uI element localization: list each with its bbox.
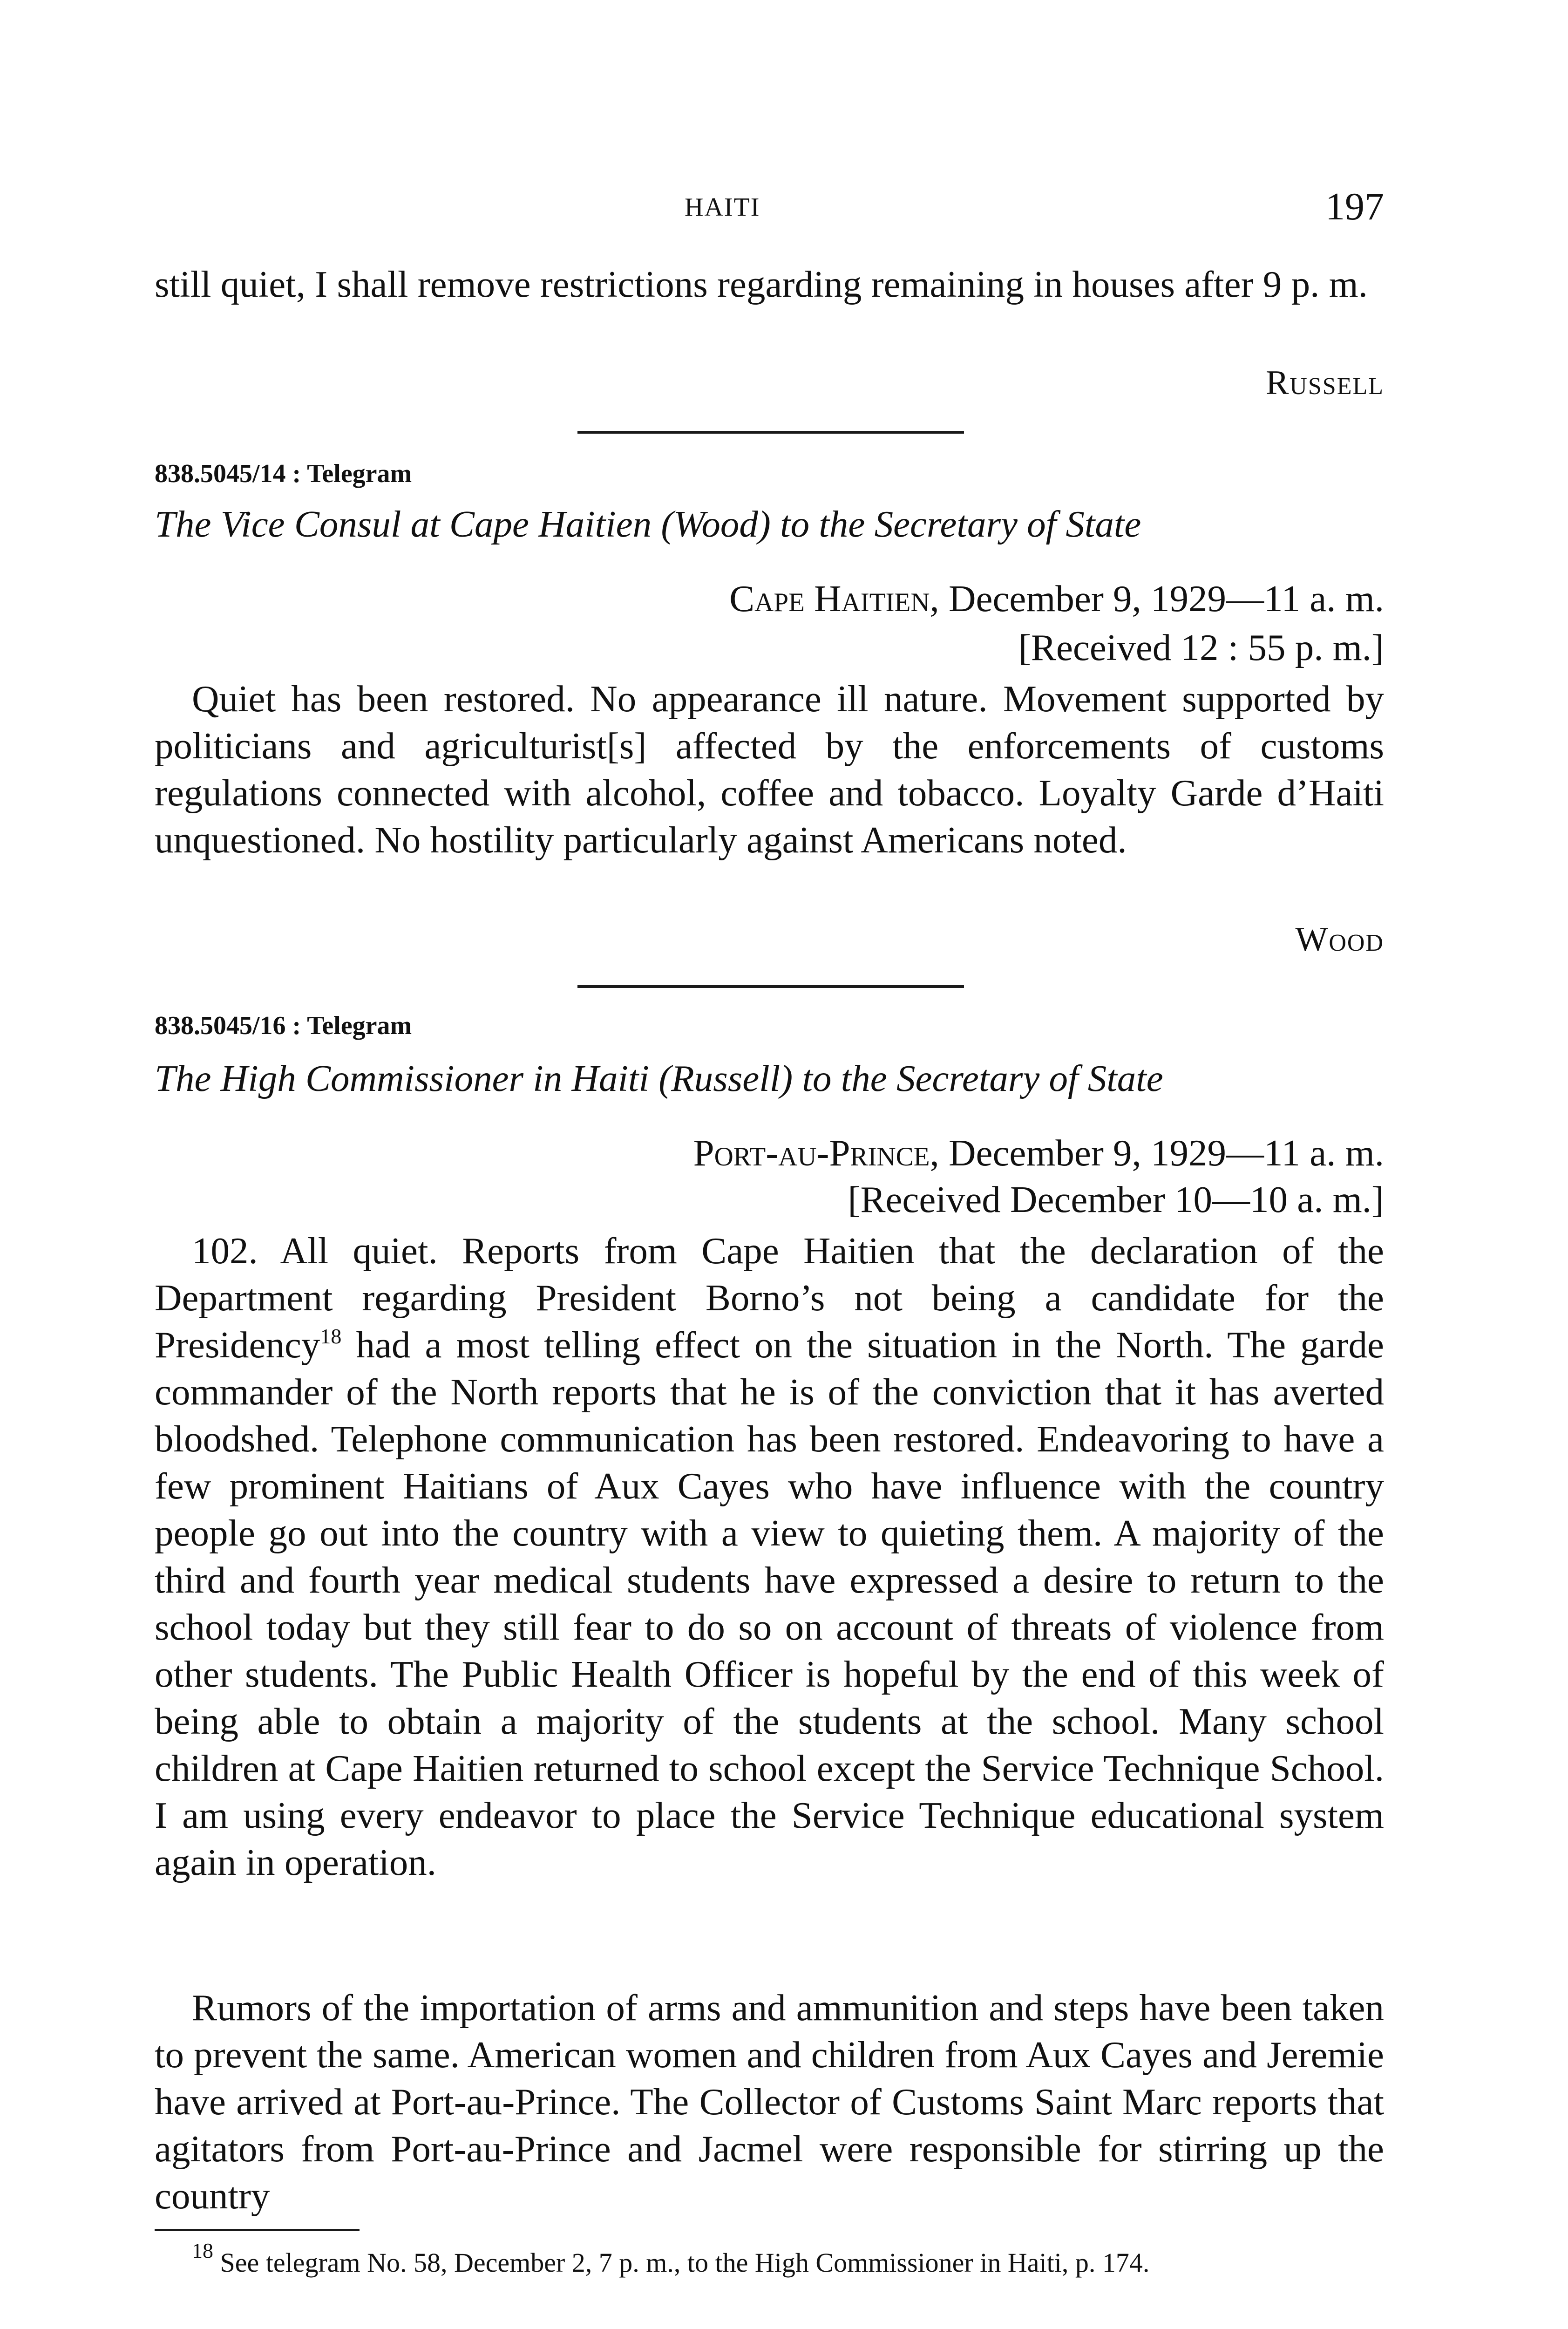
received-line: [Received December 10—10 a. m.]	[848, 1178, 1384, 1220]
document-heading: The Vice Consul at Cape Haitien (Wood) to the Secretary of State	[155, 503, 1141, 545]
place-date-line	[155, 575, 1384, 622]
file-reference: 838.5045/14 : Telegram	[155, 459, 412, 488]
paragraph-text: had a most telling effect on the situation in the North. The garde commander of the North reports that he is of the conviction that it has averted bloodshed. Telephone communication has been restored. Endeavoring to have a few prominent Haitians of Aux Cayes who have influence with the country people go out into the country with a view to quieting them. A majority of the third and fourth year medical students have expressed a desire to return to the school today but they still fear to do so on account of threats of violence from other students. The Public Health Officer is hopeful by the end of this week of being able to obtain a majority of the students at the school. Many school children at Cape Haitien returned to school except the Service Technique School. I am using every endeavor to place the Service Technique educational system again in operation.	[155, 1324, 1384, 1883]
footnote-divider	[155, 2229, 360, 2231]
date-time: , December 9, 1929—11 a. m.	[930, 1132, 1384, 1174]
footnote	[155, 2239, 1384, 2278]
place-name: Port-au-Prince	[693, 1132, 930, 1174]
section-divider	[577, 985, 964, 988]
running-title: HAITI	[685, 193, 760, 222]
received-line: [Received 12 : 55 p. m.]	[1018, 627, 1384, 668]
message-paragraph	[155, 1227, 1384, 1886]
place-date-line	[155, 1130, 1384, 1177]
continuation-paragraph: still quiet, I shall remove restrictions regarding remaining in houses after 9 p. m.	[155, 263, 1368, 305]
footnote-reference: 18	[320, 1324, 342, 1348]
running-head	[0, 184, 1568, 231]
document-heading: The High Commissioner in Haiti (Russell) to the Secretary of State	[155, 1057, 1163, 1099]
signature-wood: Wood	[1295, 920, 1384, 959]
date-time: , December 9, 1929—11 a. m.	[930, 578, 1384, 620]
page-number: 197	[1325, 185, 1384, 228]
footnote-marker: 18	[192, 2239, 213, 2262]
footnote-text: See telegram No. 58, December 2, 7 p. m., to the High Commissioner in Haiti, p. 174.	[213, 2247, 1150, 2278]
file-reference: 838.5045/16 : Telegram	[155, 1011, 412, 1040]
signature-russell: Russell	[1265, 364, 1384, 402]
place-name: Cape Haitien	[729, 578, 930, 620]
paragraph-text: 102. All quiet. Reports from Cape Haitien that the declaration of the Department regarding President Borno’s not being a candidate for the Presidency	[155, 1230, 1384, 1366]
message-paragraph: Quiet has been restored. No appearance ill nature. Movement supported by politicians and agriculturist[s] affected by the enforcements of customs regulations connected with alcohol, coffee and tobacco. Loyalty Garde d’Haiti unquestioned. No hostility particularly against Americans noted.	[155, 678, 1384, 861]
message-paragraph: Rumors of the importation of arms and ammunition and steps have been taken to prevent the same. American women and children from Aux Cayes and Jeremie have arrived at Port-au-Prince. The Collector of Customs Saint Marc reports that agitators from Port-au-Prince and Jacmel were responsible for stirring up the country	[155, 1987, 1384, 2217]
section-divider	[577, 431, 964, 434]
